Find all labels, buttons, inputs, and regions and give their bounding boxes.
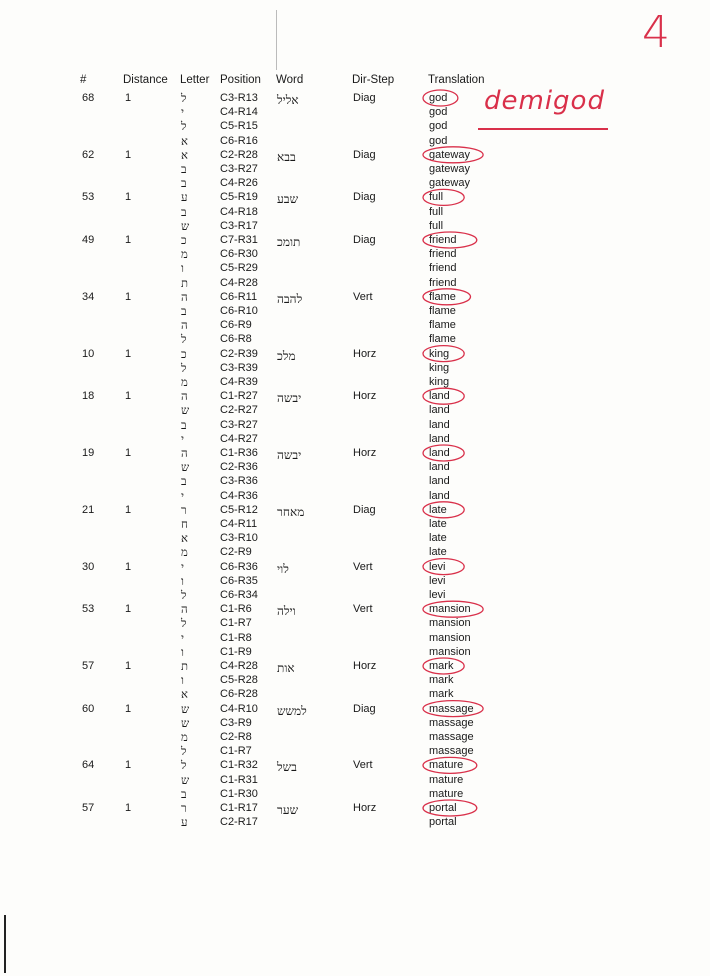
row-direction: Diag	[353, 148, 376, 161]
row-translation: mansion	[429, 603, 471, 616]
row-word: בשל	[277, 760, 297, 775]
header-word: Word	[276, 74, 304, 86]
row-direction: Vert	[353, 560, 373, 573]
row-position: C3-R27	[220, 418, 258, 431]
row-number: 62	[82, 148, 95, 161]
row-translation: flame	[429, 290, 456, 303]
row-position: C4-R27	[220, 432, 258, 445]
row-translation: late	[429, 518, 447, 530]
row-letter: ו	[181, 261, 184, 276]
row-position: C5-R19	[220, 191, 258, 204]
row-translation: mark	[429, 660, 454, 672]
underline-mark	[478, 128, 608, 130]
row-direction: Horz	[353, 347, 377, 360]
row-letter: י	[181, 105, 185, 120]
row-position: C6-R9	[220, 319, 252, 332]
row-word: בבא	[277, 149, 296, 164]
row-translation: king	[429, 376, 450, 388]
row-number: 68	[82, 92, 95, 104]
row-distance: 1	[125, 290, 132, 303]
row-letter: ב	[181, 474, 187, 489]
row-number: 10	[82, 347, 95, 360]
row-distance: 1	[125, 560, 132, 573]
row-distance: 1	[125, 390, 132, 403]
row-translation: gateway	[429, 177, 470, 190]
row-number: 19	[82, 447, 95, 459]
row-position: C3-R9	[220, 716, 252, 729]
row-position: C1-R30	[220, 787, 258, 800]
row-position: C7-R31	[220, 234, 258, 246]
row-letter: ב	[181, 176, 187, 191]
row-translation: flame	[429, 305, 456, 317]
row-direction: Diag	[353, 234, 376, 246]
row-letter: א	[181, 531, 188, 546]
row-translation: mature	[429, 759, 464, 772]
row-translation: land	[429, 489, 450, 502]
row-number: 64	[82, 759, 95, 772]
row-position: C5-R28	[220, 674, 258, 687]
row-word: לוי	[277, 561, 289, 576]
row-direction: Vert	[353, 290, 373, 303]
row-word: יבשה	[277, 448, 302, 462]
row-letter: ר	[181, 502, 187, 517]
row-letter: ל	[181, 360, 187, 375]
row-position: C1-R8	[220, 631, 252, 644]
row-translation: friend	[429, 276, 457, 289]
row-letter: מ	[181, 375, 188, 389]
row-position: C3-R13	[220, 92, 258, 104]
row-position: C6-R34	[220, 589, 258, 601]
row-position: C5-R15	[220, 120, 258, 133]
row-position: C1-R7	[220, 745, 252, 758]
row-position: C3-R10	[220, 532, 258, 545]
row-position: C6-R11	[220, 290, 258, 303]
row-direction: Vert	[353, 603, 373, 616]
row-translation: mature	[429, 787, 464, 800]
row-translation: mark	[429, 688, 454, 701]
row-letter: מ	[181, 730, 188, 744]
row-letter: ב	[181, 304, 187, 318]
row-word: מלכ	[277, 348, 296, 363]
row-letter: ר	[181, 801, 187, 815]
row-letter: כ	[181, 233, 187, 247]
row-position: C4-R39	[220, 376, 258, 388]
row-position: C4-R36	[220, 489, 258, 502]
row-translation: god	[429, 120, 448, 133]
row-position: C3-R17	[220, 219, 258, 232]
row-letter: ש	[181, 772, 190, 787]
row-translation: levi	[429, 574, 446, 587]
row-position: C2-R36	[220, 461, 258, 474]
row-position: C3-R36	[220, 475, 258, 488]
row-translation: god	[429, 134, 448, 147]
row-number: 60	[82, 702, 95, 715]
row-letter: ב	[181, 786, 187, 801]
row-letter: א	[181, 147, 188, 162]
scan-mark-left	[4, 915, 6, 973]
row-distance: 1	[125, 759, 132, 772]
row-translation: portal	[429, 816, 457, 829]
row-translation: full	[429, 191, 444, 204]
row-position: C4-R11	[220, 518, 258, 530]
row-distance: 1	[125, 603, 132, 616]
row-translation: late	[429, 532, 447, 545]
row-word: למשש	[277, 703, 307, 718]
row-letter: א	[181, 687, 188, 702]
row-translation: land	[429, 404, 450, 417]
row-translation: massage	[429, 745, 474, 758]
row-letter: ע	[181, 815, 188, 830]
row-position: C5-R29	[220, 262, 258, 275]
row-letter: ע	[181, 190, 188, 205]
row-distance: 1	[125, 191, 132, 204]
row-word: תומכ	[277, 235, 301, 249]
row-translation: friend	[429, 248, 457, 261]
row-position: C2-R27	[220, 404, 258, 417]
header-letter: Letter	[180, 74, 210, 86]
row-translation: late	[429, 546, 447, 559]
row-position: C6-R28	[220, 688, 258, 701]
row-translation: land	[429, 475, 450, 488]
row-position: C2-R9	[220, 546, 252, 559]
row-translation: massage	[429, 702, 474, 715]
header-distance: Distance	[123, 74, 168, 86]
row-position: C2-R8	[220, 731, 252, 743]
row-position: C4-R10	[220, 702, 258, 715]
row-letter: ל	[181, 332, 187, 347]
row-translation: gateway	[429, 148, 470, 161]
row-letter: ש	[181, 218, 190, 233]
header-dir-step: Dir-Step	[352, 74, 395, 86]
row-word: אות	[277, 661, 295, 675]
row-position: C1-R32	[220, 759, 258, 772]
row-position: C2-R17	[220, 816, 258, 829]
row-letter: מ	[181, 247, 188, 262]
row-letter: ל	[181, 758, 187, 773]
row-translation: land	[429, 432, 450, 445]
row-word: אליל	[277, 93, 299, 107]
row-direction: Horz	[353, 447, 377, 459]
row-translation: god	[429, 106, 448, 119]
row-distance: 1	[125, 347, 132, 360]
row-translation: late	[429, 503, 447, 516]
row-position: C6-R30	[220, 248, 258, 261]
row-letter: ח	[181, 517, 188, 531]
row-letter: כ	[181, 346, 187, 361]
row-number: 57	[82, 660, 95, 672]
row-letter: ל	[181, 119, 187, 134]
row-direction: Diag	[353, 503, 376, 516]
row-position: C2-R39	[220, 347, 258, 360]
header-position: Position	[220, 74, 261, 86]
row-distance: 1	[125, 447, 132, 459]
row-translation: levi	[429, 589, 446, 601]
header-translation: Translation	[428, 74, 485, 86]
row-translation: king	[429, 361, 450, 374]
row-direction: Vert	[353, 759, 373, 772]
row-letter: ש	[181, 403, 190, 418]
row-translation: full	[429, 219, 444, 232]
row-word: שבע	[277, 192, 299, 207]
row-position: C6-R36	[220, 560, 258, 573]
row-position: C5-R12	[220, 503, 258, 516]
row-translation: land	[429, 390, 450, 403]
row-letter: ה	[181, 446, 188, 460]
row-translation: land	[429, 447, 450, 459]
row-number: 53	[82, 191, 95, 204]
row-letter: י	[181, 559, 185, 574]
row-letter: י	[181, 431, 185, 446]
row-letter: ש	[181, 715, 190, 730]
row-position: C1-R27	[220, 390, 258, 403]
row-translation: mark	[429, 674, 454, 687]
row-position: C6-R35	[220, 574, 258, 587]
row-distance: 1	[125, 802, 132, 814]
row-position: C1-R7	[220, 617, 252, 630]
row-letter: ה	[181, 318, 188, 333]
row-position: C1-R6	[220, 603, 252, 616]
row-letter: א	[181, 133, 188, 148]
row-position: C1-R31	[220, 773, 258, 786]
row-position: C1-R9	[220, 645, 252, 658]
row-translation: king	[429, 347, 450, 360]
row-position: C3-R27	[220, 163, 258, 175]
row-translation: flame	[429, 333, 456, 346]
row-position: C4-R28	[220, 660, 258, 672]
row-position: C4-R28	[220, 276, 258, 289]
row-position: C6-R16	[220, 134, 258, 147]
row-position: C4-R26	[220, 177, 258, 190]
row-translation: mansion	[429, 631, 471, 644]
row-position: C6-R8	[220, 333, 252, 346]
row-number: 53	[82, 603, 95, 616]
row-word: יבשה	[277, 391, 302, 406]
row-distance: 1	[125, 92, 132, 104]
row-letter: ל	[181, 744, 187, 759]
handwritten-note-demigod: demigod	[484, 86, 605, 116]
row-translation: flame	[429, 319, 456, 332]
row-word: שער	[277, 803, 299, 817]
row-letter: ה	[181, 289, 188, 304]
row-letter: ה	[181, 602, 188, 617]
row-position: C6-R10	[220, 305, 258, 317]
row-translation: mansion	[429, 617, 471, 630]
row-translation: mansion	[429, 645, 471, 658]
row-translation: land	[429, 418, 450, 431]
row-direction: Horz	[353, 390, 377, 403]
row-letter: ל	[181, 616, 187, 631]
row-position: C1-R17	[220, 802, 258, 814]
row-translation: gateway	[429, 163, 470, 175]
row-letter: ל	[181, 588, 187, 602]
row-translation: full	[429, 205, 444, 218]
row-translation: friend	[429, 262, 457, 275]
row-letter: ב	[181, 162, 187, 176]
row-letter: ו	[181, 673, 184, 688]
scan-mark-top	[276, 10, 277, 70]
row-letter: ת	[181, 659, 189, 673]
row-distance: 1	[125, 148, 132, 161]
row-direction: Horz	[353, 660, 377, 672]
row-letter: ל	[181, 91, 187, 105]
page-number-annotation: 4	[642, 7, 670, 58]
row-word: להבה	[277, 291, 303, 306]
row-letter: ב	[181, 204, 187, 219]
row-translation: portal	[429, 802, 457, 814]
row-direction: Diag	[353, 92, 376, 104]
row-translation: land	[429, 461, 450, 474]
row-direction: Horz	[353, 802, 377, 814]
row-letter: ו	[181, 573, 184, 588]
row-translation: friend	[429, 234, 457, 246]
row-letter: ש	[181, 460, 190, 475]
row-translation: massage	[429, 716, 474, 729]
row-letter: ו	[181, 644, 184, 659]
row-word: וילה	[277, 604, 296, 619]
row-distance: 1	[125, 503, 132, 516]
row-position: C4-R18	[220, 205, 258, 218]
row-letter: ה	[181, 389, 188, 404]
row-position: C2-R28	[220, 148, 258, 161]
row-distance: 1	[125, 234, 132, 246]
row-number: 30	[82, 560, 95, 573]
row-translation: massage	[429, 731, 474, 743]
row-number: 21	[82, 503, 95, 516]
row-number: 18	[82, 390, 95, 403]
row-number: 34	[82, 290, 95, 303]
row-letter: י	[181, 488, 185, 503]
row-number: 57	[82, 802, 95, 814]
row-distance: 1	[125, 702, 132, 715]
row-direction: Diag	[353, 191, 376, 204]
row-letter: י	[181, 630, 185, 645]
row-translation: levi	[429, 560, 446, 573]
row-letter: ב	[181, 417, 187, 432]
row-position: C4-R14	[220, 106, 258, 119]
row-position: C3-R39	[220, 361, 258, 374]
row-translation: god	[429, 92, 448, 104]
row-letter: מ	[181, 545, 188, 560]
row-word: מאחר	[277, 504, 305, 519]
row-position: C1-R36	[220, 447, 258, 459]
row-letter: ת	[181, 275, 189, 290]
row-direction: Diag	[353, 702, 376, 715]
header-num: #	[80, 74, 87, 86]
row-translation: mature	[429, 773, 464, 786]
row-distance: 1	[125, 660, 132, 672]
row-letter: ש	[181, 701, 190, 716]
row-number: 49	[82, 234, 95, 246]
